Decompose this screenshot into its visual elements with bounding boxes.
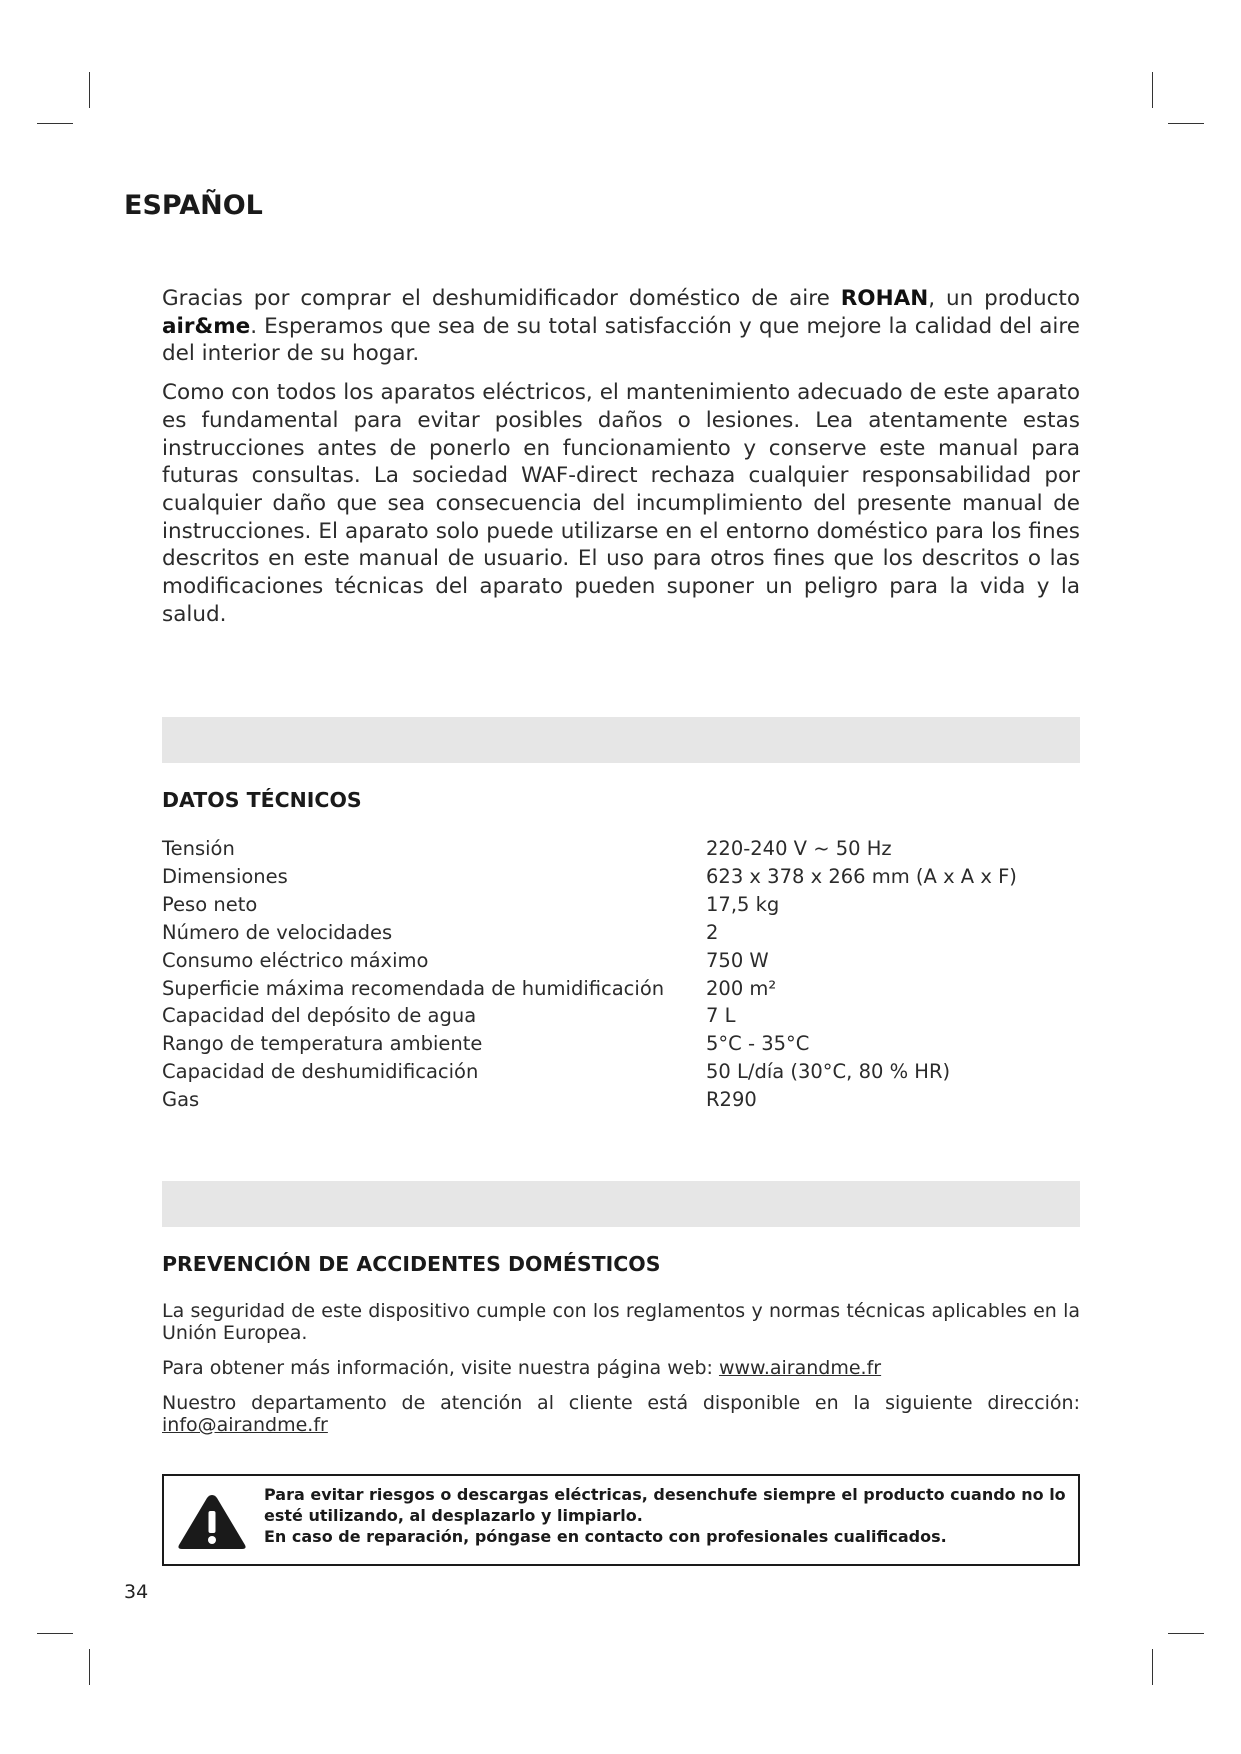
tech-specs-table: [162, 835, 1080, 1114]
spec-row: [162, 1086, 1080, 1114]
spec-label: Tensión: [162, 837, 235, 860]
spec-row: [162, 1030, 1080, 1058]
spec-row: [162, 919, 1080, 947]
crop-mark: [89, 1649, 90, 1685]
spec-value: R290: [706, 1088, 757, 1112]
brand-name: air&me: [162, 313, 251, 339]
spec-label: Consumo eléctrico máximo: [162, 948, 429, 972]
spec-row: [162, 835, 1080, 863]
spec-value: 5°C - 35°C: [706, 1032, 810, 1056]
crop-mark: [1168, 123, 1204, 124]
spec-row: [162, 975, 1080, 1003]
warning-line-2: En caso de reparación, póngase en contacto con profesionales cualificados.: [264, 1527, 947, 1546]
spec-value: 200 m²: [706, 976, 777, 1000]
spec-row: [162, 947, 1080, 975]
spec-value: 2: [706, 920, 719, 944]
crop-mark: [89, 72, 90, 108]
spec-value: 7 L: [706, 1004, 736, 1028]
crop-mark: [1168, 1633, 1204, 1634]
product-name: ROHAN: [840, 286, 929, 311]
spec-label: Peso neto: [162, 892, 258, 916]
spec-value: 623 x 378 x 266 mm (A x A x F): [706, 864, 1017, 888]
section-divider-bar: [162, 1181, 1080, 1227]
tech-section-title: DATOS TÉCNICOS: [162, 788, 362, 812]
spec-label: Rango de temperatura ambiente: [162, 1032, 483, 1056]
crop-mark: [37, 123, 73, 124]
safety-section: [162, 1300, 1080, 1449]
spec-value: 17,5 kg: [706, 892, 780, 916]
spec-row: [162, 1002, 1080, 1030]
spec-label: Número de velocidades: [162, 920, 393, 944]
spec-row: [162, 863, 1080, 891]
safety-paragraph-3: Nuestro departamento de atención al cliente está disponible en la siguiente dirección: info@airandme.fr: [162, 1392, 1080, 1436]
language-title: ESPAÑOL: [124, 190, 263, 221]
safety-section-title: PREVENCIÓN DE ACCIDENTES DOMÉSTICOS: [162, 1252, 661, 1276]
warning-line-1: Para evitar riesgos o descargas eléctricas, desenchufe siempre el producto cuando no lo esté utilizando, al desplazarlo y limpiarlo.: [264, 1485, 1066, 1525]
intro-section: [162, 285, 1080, 639]
intro-paragraph-1: Gracias por comprar el deshumidificador doméstico de aire ROHAN, un producto air&me. Esperamos que sea de su total satisfacción y que mejore la calidad del aire del interior de su hogar.: [162, 286, 1081, 367]
crop-mark: [1152, 72, 1153, 108]
spec-label: Capacidad del depósito de agua: [162, 1004, 477, 1028]
safety-paragraph-2: Para obtener más información, visite nuestra página web: www.airandme.fr: [162, 1357, 882, 1379]
spec-label: Gas: [162, 1088, 200, 1112]
crop-mark: [37, 1633, 73, 1634]
intro-paragraph-2: Como con todos los aparatos eléctricos, el mantenimiento adecuado de este aparato es fundamental para evitar posibles daños o lesiones. Lea atentamente estas instrucciones antes de ponerlo en funcionamiento y conserve este manual para futuras consultas. La sociedad WAF-direct rechaza cualquier responsabilidad por cualquier daño que sea consecuencia del incumplimiento del presente manual de instrucciones. El aparato solo puede utilizarse en el entorno doméstico para los fines descritos en este manual de usuario. El uso para otros fines que los descritos o las modificaciones técnicas del aparato pueden suponer un peligro para la vida y la salud.: [162, 380, 1080, 627]
warning-text: [264, 1484, 1070, 1547]
section-divider-bar: [162, 717, 1080, 763]
spec-label: Superficie máxima recomendada de humidificación: [162, 976, 665, 1000]
safety-paragraph-1: La seguridad de este dispositivo cumple con los reglamentos y normas técnicas aplicables en la Unión Europea.: [162, 1300, 1080, 1344]
crop-mark: [1152, 1649, 1153, 1685]
spec-value: 50 L/día (30°C, 80 % HR): [706, 1060, 951, 1084]
spec-value: 220-240 V ~ 50 Hz: [706, 837, 892, 860]
warning-triangle-icon: [176, 1492, 248, 1552]
email-link[interactable]: info@airandme.fr: [162, 1414, 328, 1436]
spec-row: [162, 1058, 1080, 1086]
website-link[interactable]: www.airandme.fr: [718, 1357, 882, 1379]
page-number: 34: [124, 1581, 149, 1603]
warning-box: [162, 1474, 1080, 1566]
spec-label: Dimensiones: [162, 864, 288, 888]
spec-label: Capacidad de deshumidificación: [162, 1060, 479, 1084]
spec-value: 750 W: [706, 948, 769, 972]
spec-row: [162, 891, 1080, 919]
